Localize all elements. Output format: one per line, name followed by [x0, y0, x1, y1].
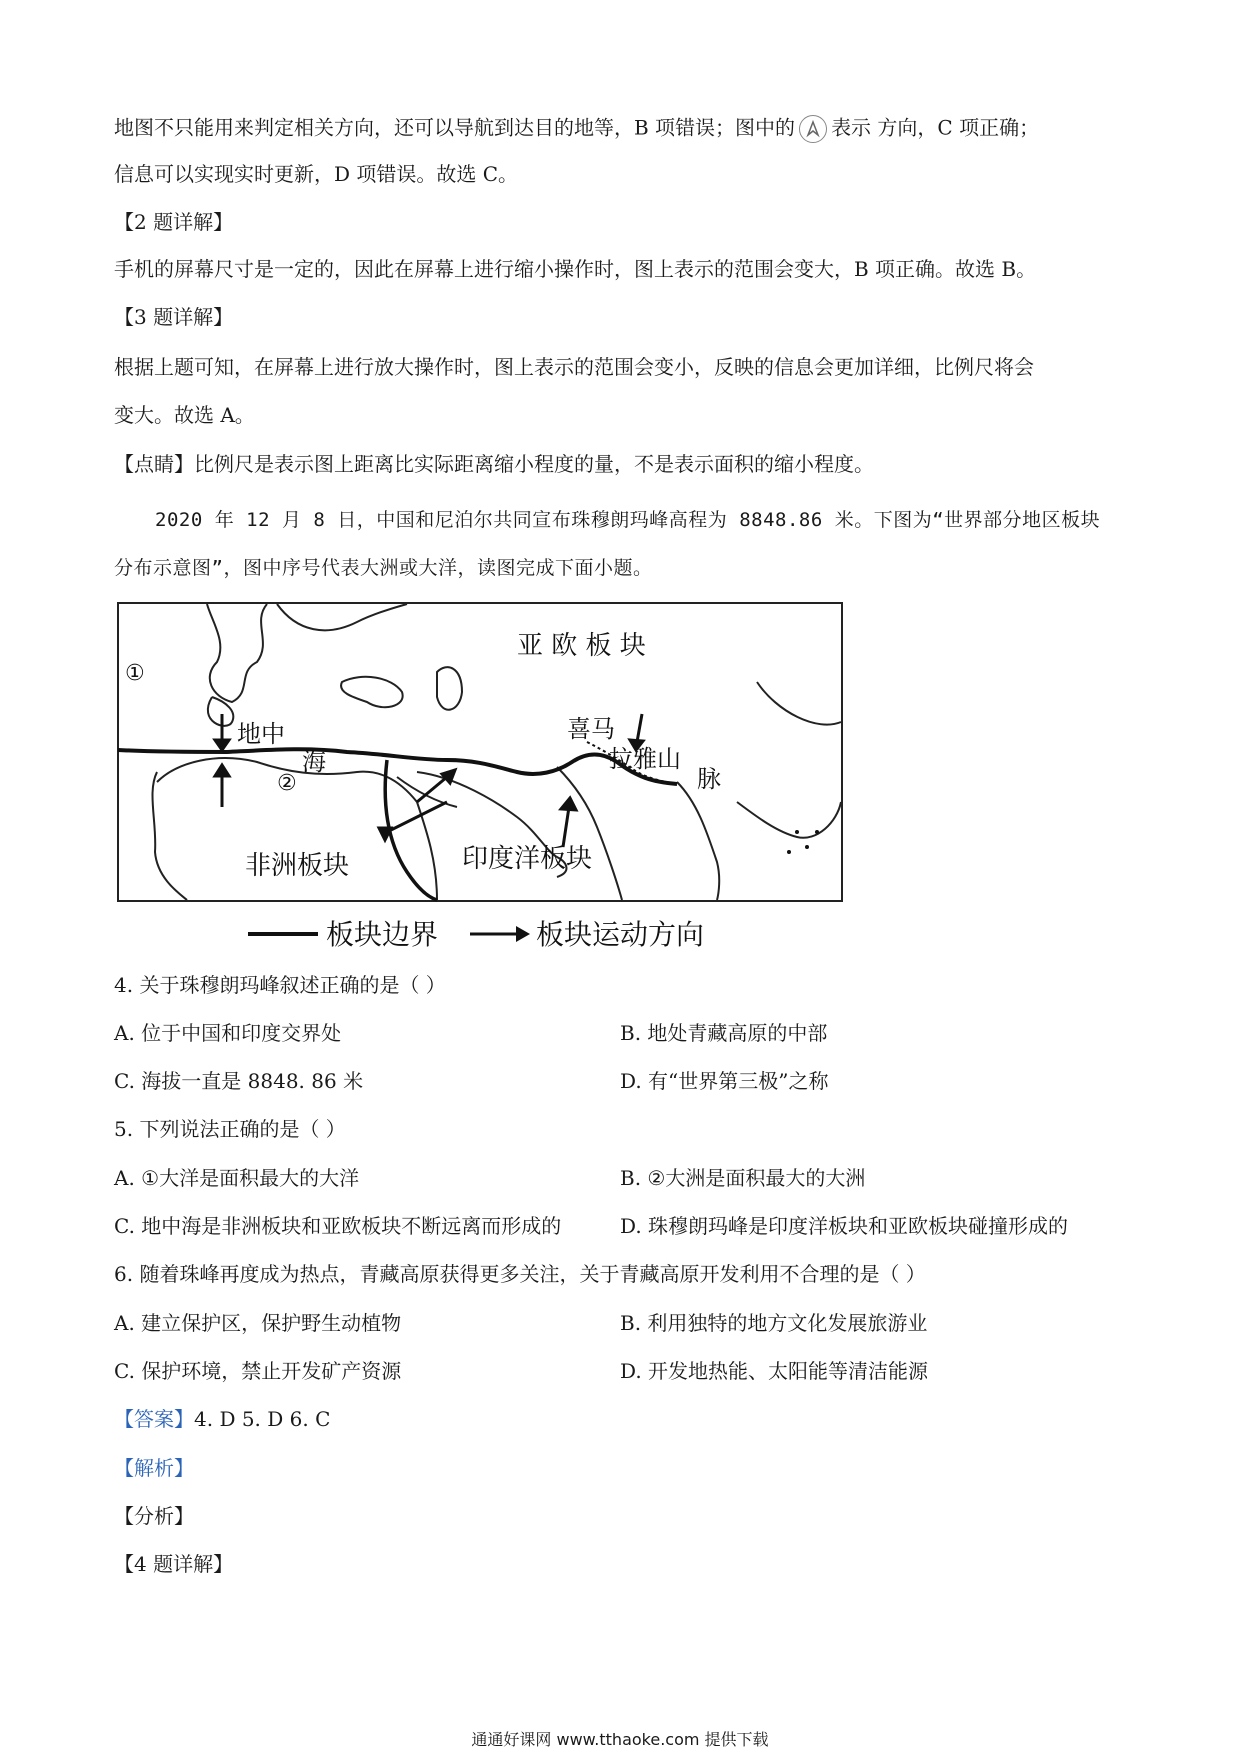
question-6: 6. 随着珠峰再度成为热点，青藏高原获得更多关注，关于青藏高原开发利用不合理的是（ ）	[114, 1262, 926, 1286]
footer-text: 通通好课网 www.tthaoke.com 提供下载	[471, 1730, 769, 1749]
text-line: 手机的屏幕尺寸是一定的，因此在屏幕上进行缩小操作时，图上表示的范围会变大，B 项正确。故选 B。	[114, 257, 1037, 281]
text-line	[114, 115, 1039, 143]
fenxi-heading: 【分析】	[114, 1504, 194, 1528]
himalaya-label: 拉雅山	[609, 745, 681, 773]
option-6a: A. 建立保护区，保护野生动植物	[114, 1311, 402, 1335]
legend-motion-label: 板块运动方向	[536, 918, 705, 951]
option-5b: B. ②大洲是面积最大的大洲	[620, 1166, 866, 1190]
text-line: 变大。故选 A。	[114, 403, 255, 427]
circle-1-label: ①	[125, 661, 145, 686]
motion-legend-arrowhead	[516, 926, 530, 942]
option-4b: B. 地处青藏高原的中部	[620, 1021, 828, 1045]
indian-plate-label: 印度洋板块	[462, 844, 593, 874]
map-legend	[248, 912, 728, 952]
analysis-label: 【解析】	[114, 1456, 194, 1480]
option-6b: B. 利用独特的地方文化发展旅游业	[620, 1311, 928, 1335]
text-segment: 地图不只能用来判定相关方向，还可以导航到达目的地等，B 项错误；图中的	[114, 115, 796, 140]
option-5a: A. ①大洋是面积最大的大洋	[114, 1166, 360, 1190]
africa-plate-label: 非洲板块	[245, 851, 350, 881]
plate-map	[117, 602, 843, 902]
text-segment: 表示 方向，C 项正确；	[831, 115, 1040, 140]
mediterranean-label: 地中	[237, 720, 285, 748]
legend-graphics	[248, 912, 728, 952]
option-4c: C. 海拔一直是 8848. 86 米	[114, 1069, 364, 1093]
option-6d: D. 开发地热能、太阳能等清洁能源	[620, 1359, 929, 1383]
text-line: 信息可以实现实时更新，D 项错误。故选 C。	[114, 162, 519, 186]
north-arrow-icon	[799, 115, 827, 143]
section-heading: 【3 题详解】	[114, 305, 234, 329]
eurasia-plate-label: 亚 欧 板 块	[517, 631, 646, 661]
legend-boundary-label: 板块边界	[326, 918, 439, 951]
text-line: 根据上题可知，在屏幕上进行放大操作时，图上表示的范围会变小，反映的信息会更加详细，比例尺将会	[114, 355, 1034, 379]
answer-label: 【答案】	[114, 1407, 194, 1431]
intro-line: 分布示意图”，图中序号代表大洲或大洋，读图完成下面小题。	[114, 557, 653, 579]
section-heading: 【2 题详解】	[114, 210, 234, 234]
option-4d: D. 有“世界第三极”之称	[620, 1069, 829, 1093]
option-6c: C. 保护环境，禁止开发矿产资源	[114, 1359, 402, 1383]
question-5: 5. 下列说法正确的是（ ）	[114, 1117, 346, 1141]
answer-line	[114, 1407, 330, 1431]
question-4: 4. 关于珠穆朗玛峰叙述正确的是（ ）	[114, 973, 446, 997]
himalaya-label: 脉	[697, 765, 721, 793]
himalaya-label: 喜马	[567, 715, 615, 743]
option-4a: A. 位于中国和印度交界处	[114, 1021, 342, 1045]
answer-values: 4. D 5. D 6. C	[194, 1407, 331, 1431]
circle-2-label: ②	[277, 771, 297, 796]
option-5d: D. 珠穆朗玛峰是印度洋板块和亚欧板块碰撞形成的	[620, 1214, 1069, 1238]
intro-line: 2020 年 12 月 8 日，中国和尼泊尔共同宣布珠穆朗玛峰高程为 8848.86 米。下图为“世界部分地区板块	[155, 509, 1101, 531]
section-heading: 【4 题详解】	[114, 1552, 234, 1576]
mediterranean-label: 海	[302, 748, 326, 776]
tip-line: 【点睛】比例尺是表示图上距离比实际距离缩小程度的量，不是表示面积的缩小程度。	[114, 452, 874, 476]
option-5c: C. 地中海是非洲板块和亚欧板块不断远离而形成的	[114, 1214, 562, 1238]
